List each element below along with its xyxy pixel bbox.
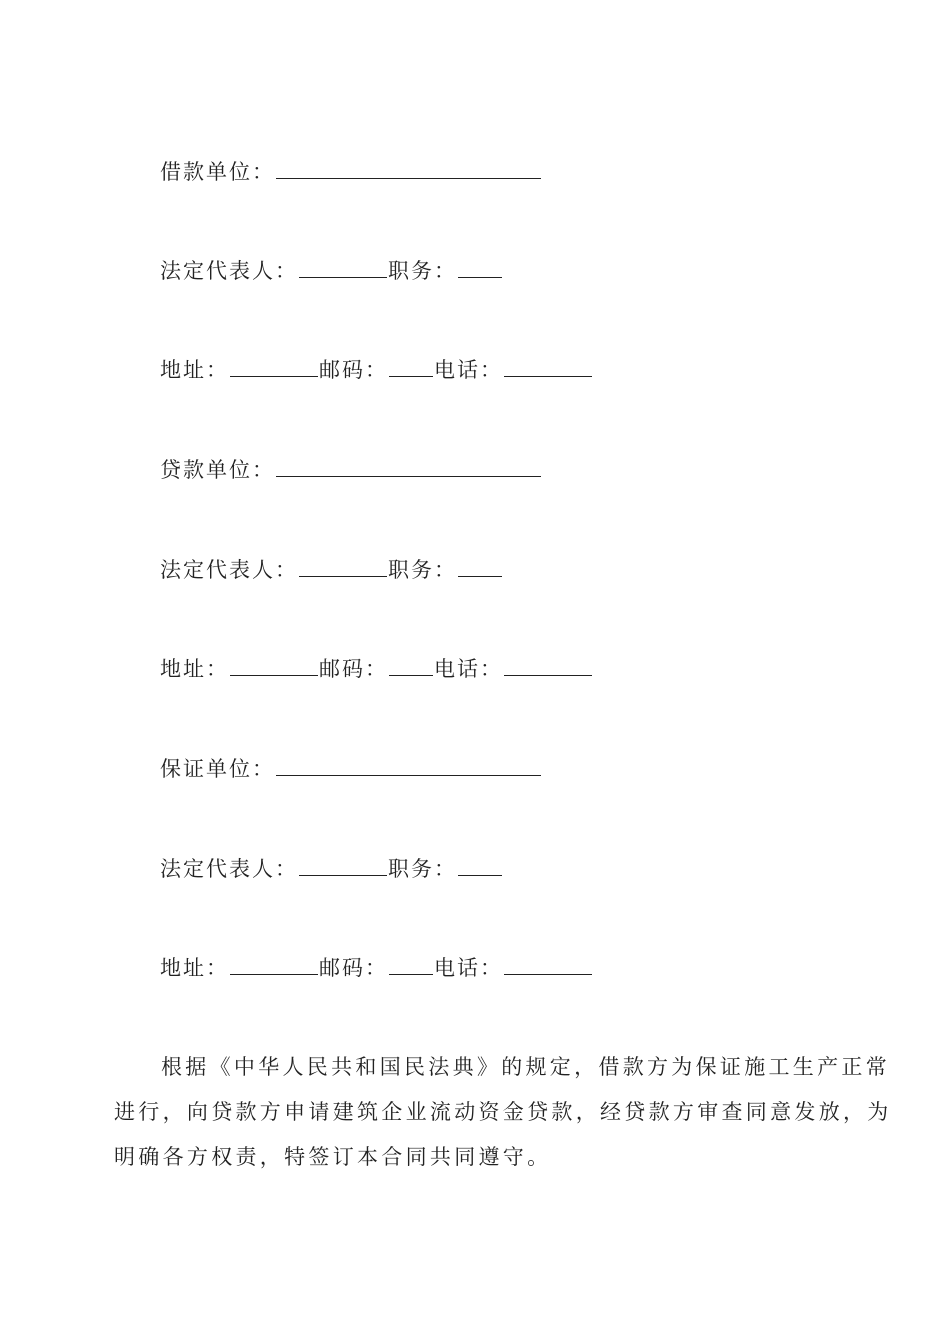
- borrower-title-blank[interactable]: [458, 257, 502, 278]
- borrower-phone-blank[interactable]: [504, 356, 592, 377]
- lender-rep-blank[interactable]: [299, 556, 387, 577]
- guarantor-postcode-blank[interactable]: [389, 954, 433, 975]
- guarantor-rep-line: [160, 854, 503, 884]
- lender-address-blank[interactable]: [230, 655, 318, 676]
- guarantor-phone-blank[interactable]: [504, 954, 592, 975]
- lender-title-label: 职务：: [388, 558, 457, 582]
- guarantor-rep-label: 法定代表人：: [160, 857, 298, 881]
- guarantor-unit-label: 保证单位：: [160, 757, 275, 781]
- guarantor-address-label: 地址：: [160, 956, 229, 980]
- lender-phone-blank[interactable]: [504, 655, 592, 676]
- borrower-address-blank[interactable]: [230, 356, 318, 377]
- lender-unit-blank[interactable]: [276, 456, 541, 477]
- borrower-rep-line: [160, 256, 503, 286]
- lender-postcode-label: 邮码：: [319, 657, 388, 681]
- preamble-paragraph: [114, 1045, 892, 1180]
- borrower-address-line: [160, 355, 593, 385]
- lender-unit-label: 贷款单位：: [160, 458, 275, 482]
- guarantor-phone-label: 电话：: [434, 956, 503, 980]
- borrower-postcode-blank[interactable]: [389, 356, 433, 377]
- guarantor-address-blank[interactable]: [230, 954, 318, 975]
- guarantor-rep-blank[interactable]: [299, 855, 387, 876]
- guarantor-unit-blank[interactable]: [276, 755, 541, 776]
- lender-unit-line: [160, 455, 542, 485]
- borrower-title-label: 职务：: [388, 259, 457, 283]
- lender-address-line: [160, 654, 593, 684]
- borrower-phone-label: 电话：: [434, 358, 503, 382]
- borrower-postcode-label: 邮码：: [319, 358, 388, 382]
- lender-postcode-blank[interactable]: [389, 655, 433, 676]
- borrower-rep-blank[interactable]: [299, 257, 387, 278]
- borrower-unit-blank[interactable]: [276, 158, 541, 179]
- lender-rep-line: [160, 555, 503, 585]
- preamble-line: 明确各方权责，特签订本合同共同遵守。: [114, 1145, 552, 1169]
- lender-phone-label: 电话：: [434, 657, 503, 681]
- lender-rep-label: 法定代表人：: [160, 558, 298, 582]
- guarantor-postcode-label: 邮码：: [319, 956, 388, 980]
- borrower-unit-label: 借款单位：: [160, 160, 275, 184]
- preamble-line: 根据《中华人民共和国民法典》的规定，借款方为保证施工生产正常: [161, 1055, 890, 1079]
- guarantor-address-line: [160, 953, 593, 983]
- borrower-address-label: 地址：: [160, 358, 229, 382]
- guarantor-title-label: 职务：: [388, 857, 457, 881]
- borrower-unit-line: [160, 157, 542, 187]
- borrower-rep-label: 法定代表人：: [160, 259, 298, 283]
- guarantor-title-blank[interactable]: [458, 855, 502, 876]
- lender-title-blank[interactable]: [458, 556, 502, 577]
- preamble-line: 进行，向贷款方申请建筑企业流动资金贷款，经贷款方审查同意发放，为: [114, 1100, 892, 1124]
- lender-address-label: 地址：: [160, 657, 229, 681]
- guarantor-unit-line: [160, 754, 542, 784]
